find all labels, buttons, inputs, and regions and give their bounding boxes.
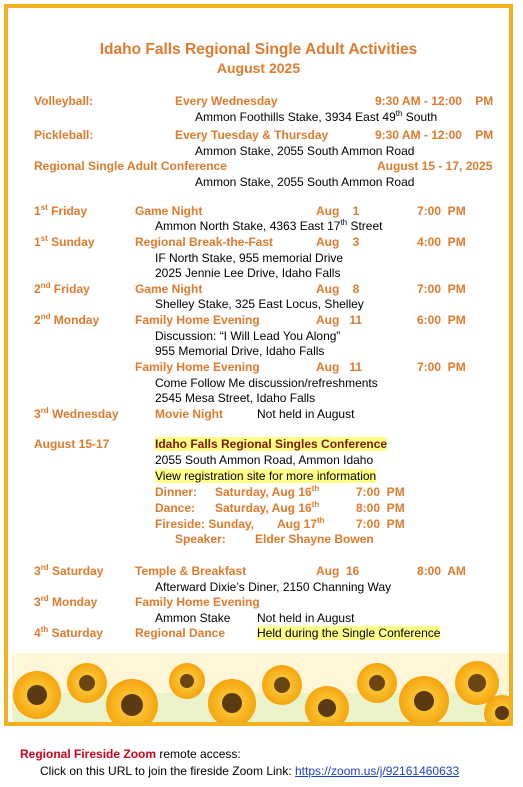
- event-line: IF North Stake, 955 memorial Drive: [155, 251, 344, 265]
- volleyball-place: Ammon Foothills Stake, 3934 East 49th South: [195, 109, 438, 124]
- dinner-time: 7:00 PM: [356, 485, 405, 499]
- conference-label: Regional Single Adult Conference: [34, 159, 227, 173]
- flyer-frame: [4, 4, 513, 726]
- event-date: Aug 11: [316, 313, 363, 327]
- event-line: 2025 Jennie Lee Drive, Idaho Falls: [155, 266, 341, 280]
- event-line: Come Follow Me discussion/refreshments: [155, 376, 378, 390]
- event-date: Aug 8: [316, 282, 360, 296]
- event-line: Ammon North Stake, 4363 East 17th Street: [155, 218, 383, 233]
- dinner-label: Dinner:: [155, 485, 197, 499]
- flyer-subtitle: August 2025: [216, 60, 301, 76]
- volleyball-time: 9:30 AM - 12:00 PM: [375, 94, 494, 108]
- conference-place: Ammon Stake, 2055 South Ammon Road: [195, 175, 415, 189]
- event-name: Regional Dance: [135, 626, 226, 640]
- event-line: Discussion: “I Will Lead You Along”: [155, 329, 341, 343]
- event-name: Family Home Evening: [135, 595, 260, 609]
- event-note: Not held in August: [257, 611, 355, 625]
- volleyball-when: Every Wednesday: [175, 94, 278, 108]
- registration-link[interactable]: View registration site for more information: [155, 469, 377, 483]
- dance-label: Dance:: [155, 501, 196, 515]
- event-time: 7:00 PM: [417, 204, 466, 218]
- conference-block-label: August 15-17: [34, 437, 110, 451]
- volleyball-label: Volleyball:: [34, 94, 94, 108]
- event-time: 7:00 PM: [417, 282, 466, 296]
- fireside-label: Fireside: Sunday,: [155, 517, 255, 531]
- event-day: 1st Sunday: [34, 234, 95, 249]
- event-line: Shelley Stake, 325 East Locus, Shelley: [155, 297, 364, 311]
- event-day: 3rd Saturday: [34, 563, 104, 578]
- event-time: 6:00 PM: [417, 313, 466, 327]
- event-name: Game Night: [135, 282, 203, 296]
- event-day: 2nd Monday: [34, 312, 100, 327]
- event-time: 4:00 PM: [417, 235, 466, 249]
- event-name: Game Night: [135, 204, 203, 218]
- event-day: 4th Saturday: [34, 625, 103, 640]
- event-name: Regional Break-the-Fast: [135, 235, 274, 249]
- dance-day: Saturday, Aug 16th: [215, 500, 320, 515]
- conference-dates: August 15 - 17, 2025: [377, 159, 493, 173]
- event-name: Family Home Evening: [135, 360, 260, 374]
- event-date: Aug 3: [316, 235, 360, 249]
- pickleball-label: Pickleball:: [34, 128, 94, 142]
- dinner-day: Saturday, Aug 16th: [215, 484, 320, 499]
- event-time: 8:00 AM: [417, 564, 466, 578]
- fireside-time: 7:00 PM: [356, 517, 405, 531]
- zoom-link-label: Click on this URL to join the fireside Zoom Link:: [40, 764, 295, 778]
- event-note: Not held in August: [257, 407, 355, 421]
- event-day: 1st Friday: [34, 203, 88, 218]
- conference-block-name: Idaho Falls Regional Singles Conference: [155, 437, 388, 451]
- speaker-name: Elder Shayne Bowen: [255, 532, 374, 546]
- zoom-link-line: [40, 764, 459, 778]
- event-line: 2545 Mesa Street, Idaho Falls: [155, 391, 316, 405]
- zoom-rest: remote access:: [156, 747, 241, 761]
- pickleball-when: Every Tuesday & Thursday: [175, 128, 329, 142]
- event-line: Afterward Dixie’s Diner, 2150 Channing Way: [155, 580, 392, 594]
- event-line: 955 Memorial Drive, Idaho Falls: [155, 344, 325, 358]
- event-name: Family Home Evening: [135, 313, 260, 327]
- event-day: 3rd Monday: [34, 594, 98, 609]
- zoom-access-line: [20, 747, 241, 761]
- event-date: Aug 11: [316, 360, 363, 374]
- event-day: 3rd Wednesday: [34, 406, 119, 421]
- pickleball-place: Ammon Stake, 2055 South Ammon Road: [195, 144, 415, 158]
- event-line: Ammon Stake: [155, 611, 231, 625]
- event-name: Movie Night: [155, 407, 223, 421]
- event-date: Aug 1: [316, 204, 360, 218]
- event-day: 2nd Friday: [34, 281, 90, 296]
- conference-address: 2055 South Ammon Road, Ammon Idaho: [155, 453, 374, 467]
- zoom-url-link[interactable]: https://zoom.us/j/92161460633: [295, 764, 460, 778]
- sunflower-border-image: [12, 653, 513, 725]
- event-name: Temple & Breakfast: [135, 564, 247, 578]
- pickleball-time: 9:30 AM - 12:00 PM: [375, 128, 494, 142]
- speaker-label: Speaker:: [175, 532, 226, 546]
- dance-time: 8:00 PM: [356, 501, 405, 515]
- flyer-title: Idaho Falls Regional Single Adult Activities: [99, 41, 418, 58]
- event-note: Held during the Single Conference: [257, 626, 441, 640]
- event-time: 7:00 PM: [417, 360, 466, 374]
- fireside-day: Aug 17th: [277, 516, 325, 531]
- event-date: Aug 16: [316, 564, 360, 578]
- zoom-title: Regional Fireside Zoom: [20, 747, 157, 761]
